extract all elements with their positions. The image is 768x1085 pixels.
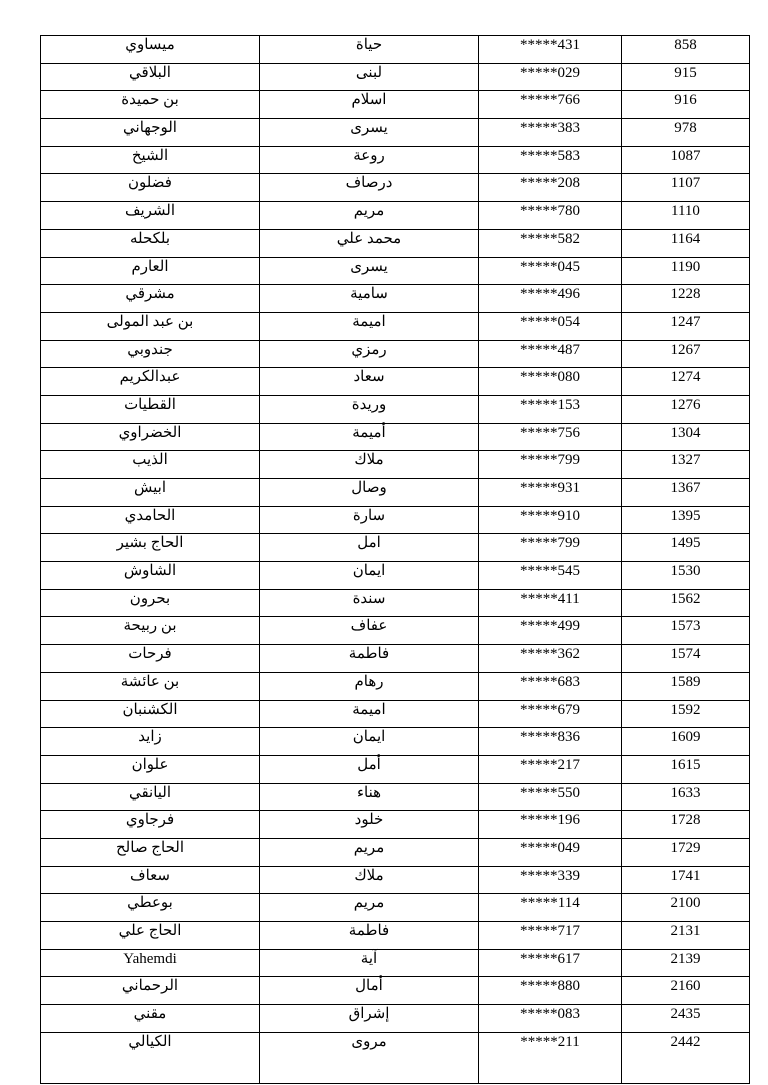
table-row [41,312,750,340]
last-name-cell: العارم [41,257,260,285]
table-row [41,866,750,894]
table-row [41,949,750,977]
record-number-cell: 1247 [622,312,750,340]
record-number-cell: 1395 [622,506,750,534]
table-row [41,146,750,174]
last-name-cell: البلاقي [41,63,260,91]
id-number-cell: *****679 [479,700,622,728]
table-row [41,368,750,396]
last-name-cell: فرحات [41,645,260,673]
id-number-cell: *****208 [479,174,622,202]
roster-table [40,35,750,1084]
last-name-cell: الكشنبان [41,700,260,728]
table-row [41,728,750,756]
last-name-cell: بن ربيحة [41,617,260,645]
last-name-cell: القطيات [41,395,260,423]
id-number-cell: *****487 [479,340,622,368]
table-row [41,395,750,423]
first-name-cell: اميمة [260,312,479,340]
id-number-cell: *****931 [479,479,622,507]
id-number-cell: *****766 [479,91,622,119]
id-number-cell: *****080 [479,368,622,396]
first-name-cell: يسرى [260,257,479,285]
first-name-cell: ايمان [260,728,479,756]
first-name-cell: أميمة [260,423,479,451]
last-name-cell: اليانقي [41,783,260,811]
last-name-cell: سعاف [41,866,260,894]
record-number-cell: 1592 [622,700,750,728]
last-name-cell: ميساوي [41,36,260,64]
id-number-cell: *****582 [479,229,622,257]
record-number-cell: 1228 [622,285,750,313]
first-name-cell: سعاد [260,368,479,396]
record-number-cell: 858 [622,36,750,64]
table-row [41,645,750,673]
id-number-cell: *****196 [479,811,622,839]
record-number-cell: 1087 [622,146,750,174]
last-name-cell: الشريف [41,202,260,230]
id-number-cell: *****362 [479,645,622,673]
table-row [41,672,750,700]
id-number-cell: *****029 [479,63,622,91]
table-row [41,479,750,507]
last-name-cell: الرحماني [41,977,260,1005]
id-number-cell: *****780 [479,202,622,230]
last-name-cell: بن حميدة [41,91,260,119]
first-name-cell: أمال [260,977,479,1005]
first-name-cell: هناء [260,783,479,811]
first-name-cell: رهام [260,672,479,700]
first-name-cell: فاطمة [260,645,479,673]
record-number-cell: 1729 [622,838,750,866]
last-name-cell: الحاج علي [41,922,260,950]
table-row [41,755,750,783]
record-number-cell: 2139 [622,949,750,977]
id-number-cell: *****550 [479,783,622,811]
record-number-cell: 1530 [622,562,750,590]
first-name-cell: محمد علي [260,229,479,257]
table-row [41,922,750,950]
table-row [41,589,750,617]
first-name-cell: مريم [260,202,479,230]
id-number-cell: *****756 [479,423,622,451]
record-number-cell: 1562 [622,589,750,617]
record-number-cell: 1304 [622,423,750,451]
first-name-cell: عفاف [260,617,479,645]
id-number-cell: *****799 [479,534,622,562]
id-number-cell: *****496 [479,285,622,313]
record-number-cell: 1190 [622,257,750,285]
first-name-cell: اميمة [260,700,479,728]
table-row [41,423,750,451]
last-name-cell: بلكحله [41,229,260,257]
id-number-cell: *****054 [479,312,622,340]
last-name-cell: الحامدي [41,506,260,534]
last-name-cell: مقني [41,1005,260,1033]
first-name-cell: مريم [260,838,479,866]
record-number-cell: 1589 [622,672,750,700]
record-number-cell: 1274 [622,368,750,396]
last-name-cell: مشرقي [41,285,260,313]
table-row [41,894,750,922]
record-number-cell: 2160 [622,977,750,1005]
record-number-cell: 1276 [622,395,750,423]
first-name-cell: ايمان [260,562,479,590]
table-row [41,285,750,313]
last-name-cell: زايد [41,728,260,756]
first-name-cell: آية [260,949,479,977]
table-row [41,91,750,119]
record-number-cell: 1609 [622,728,750,756]
table-row [41,63,750,91]
last-name-cell: فضلون [41,174,260,202]
id-number-cell: *****339 [479,866,622,894]
record-number-cell: 1574 [622,645,750,673]
record-number-cell: 916 [622,91,750,119]
table-row [41,174,750,202]
record-number-cell: 978 [622,119,750,147]
record-number-cell: 915 [622,63,750,91]
id-number-cell: *****153 [479,395,622,423]
last-name-cell: بحرون [41,589,260,617]
first-name-cell: روعة [260,146,479,174]
record-number-cell: 1728 [622,811,750,839]
first-name-cell: ملاك [260,866,479,894]
table-row [41,451,750,479]
first-name-cell: فاطمة [260,922,479,950]
last-name-cell: جندوبي [41,340,260,368]
record-number-cell: 2131 [622,922,750,950]
first-name-cell: سامية [260,285,479,313]
last-name-cell: الوجهاني [41,119,260,147]
table-row [41,562,750,590]
first-name-cell: مروى [260,1032,479,1083]
table-row [41,811,750,839]
table-row [41,119,750,147]
id-number-cell: *****083 [479,1005,622,1033]
first-name-cell: وريدة [260,395,479,423]
last-name-cell: Yahemdi [41,949,260,977]
last-name-cell: الكيالي [41,1032,260,1083]
record-number-cell: 1164 [622,229,750,257]
id-number-cell: *****383 [479,119,622,147]
record-number-cell: 2435 [622,1005,750,1033]
id-number-cell: *****910 [479,506,622,534]
table-row [41,36,750,64]
record-number-cell: 1573 [622,617,750,645]
first-name-cell: يسرى [260,119,479,147]
last-name-cell: بوعطي [41,894,260,922]
first-name-cell: ملاك [260,451,479,479]
id-number-cell: *****411 [479,589,622,617]
record-number-cell: 1615 [622,755,750,783]
last-name-cell: الشيخ [41,146,260,174]
record-number-cell: 1107 [622,174,750,202]
first-name-cell: إشراق [260,1005,479,1033]
last-name-cell: الذيب [41,451,260,479]
id-number-cell: *****799 [479,451,622,479]
first-name-cell: درصاف [260,174,479,202]
last-name-cell: بن عبد المولى [41,312,260,340]
table-row [41,257,750,285]
record-number-cell: 1633 [622,783,750,811]
id-number-cell: *****683 [479,672,622,700]
last-name-cell: الخضراوي [41,423,260,451]
id-number-cell: *****431 [479,36,622,64]
table-row [41,534,750,562]
id-number-cell: *****114 [479,894,622,922]
first-name-cell: وصال [260,479,479,507]
record-number-cell: 1367 [622,479,750,507]
last-name-cell: عبدالكريم [41,368,260,396]
last-name-cell: ابيش [41,479,260,507]
last-name-cell: فرجاوي [41,811,260,839]
first-name-cell: سندة [260,589,479,617]
id-number-cell: *****217 [479,755,622,783]
id-number-cell: *****499 [479,617,622,645]
table-row [41,700,750,728]
table-row [41,229,750,257]
table-row [41,202,750,230]
last-name-cell: علوان [41,755,260,783]
table-row [41,1005,750,1033]
record-number-cell: 2100 [622,894,750,922]
id-number-cell: *****045 [479,257,622,285]
table-row [41,1032,750,1083]
id-number-cell: *****617 [479,949,622,977]
last-name-cell: الحاج صالح [41,838,260,866]
id-number-cell: *****717 [479,922,622,950]
table-row [41,838,750,866]
table-row [41,783,750,811]
id-number-cell: *****836 [479,728,622,756]
table-row [41,506,750,534]
roster-body [41,36,750,1084]
last-name-cell: الشاوش [41,562,260,590]
table-row [41,617,750,645]
first-name-cell: سارة [260,506,479,534]
first-name-cell: مريم [260,894,479,922]
id-number-cell: *****583 [479,146,622,174]
id-number-cell: *****211 [479,1032,622,1083]
table-row [41,977,750,1005]
first-name-cell: خلود [260,811,479,839]
record-number-cell: 1267 [622,340,750,368]
record-number-cell: 1741 [622,866,750,894]
first-name-cell: حياة [260,36,479,64]
record-number-cell: 1110 [622,202,750,230]
id-number-cell: *****880 [479,977,622,1005]
first-name-cell: رمزي [260,340,479,368]
last-name-cell: الحاج بشير [41,534,260,562]
id-number-cell: *****049 [479,838,622,866]
first-name-cell: اسلام [260,91,479,119]
first-name-cell: امل [260,534,479,562]
id-number-cell: *****545 [479,562,622,590]
record-number-cell: 1327 [622,451,750,479]
table-row [41,340,750,368]
last-name-cell: بن عائشة [41,672,260,700]
record-number-cell: 1495 [622,534,750,562]
first-name-cell: أمل [260,755,479,783]
first-name-cell: لبنى [260,63,479,91]
record-number-cell: 2442 [622,1032,750,1083]
